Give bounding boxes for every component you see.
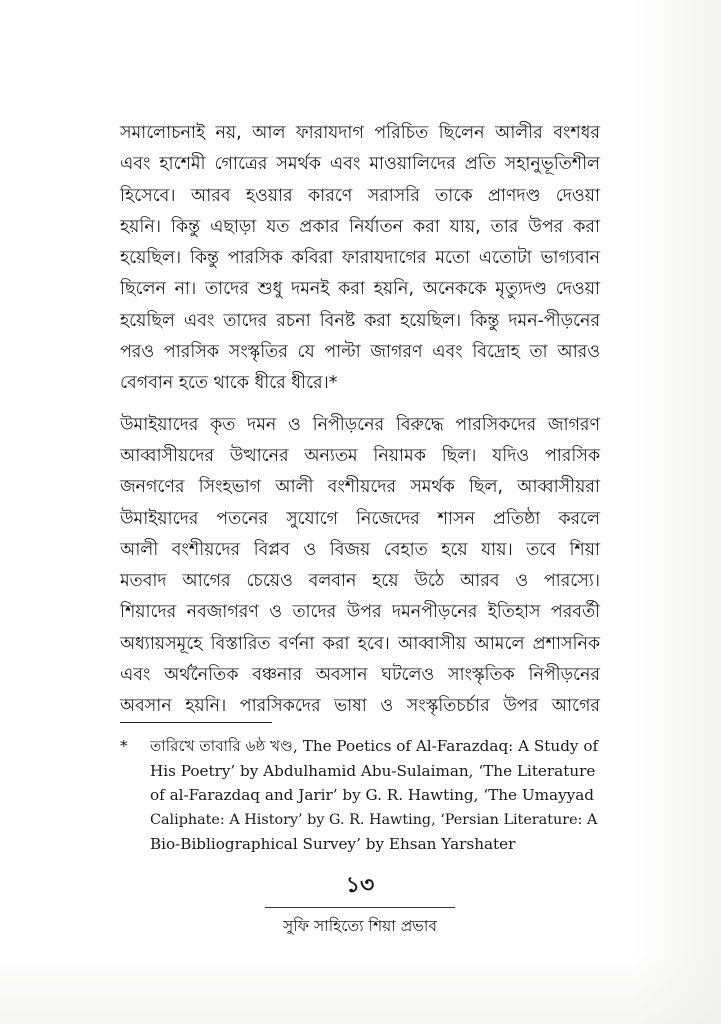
page-bottom-shadow (0, 954, 721, 1024)
text-line: এবং অর্থনৈতিক বঞ্চনার অবসান ঘটলেও সাংস্কৃতিক নিপীড়নের (120, 665, 600, 686)
text-line: বেগবান হতে থাকে ধীরে ধীরে।* (120, 373, 338, 394)
main-text-block (120, 118, 600, 723)
footnote-line: Caliphate: A History’ by G. R. Hawting, ‘Persian Literature: A (150, 811, 598, 828)
footnote-divider (120, 722, 272, 723)
text-line: পরও পারসিক সংস্কৃতির যে পাল্টা জাগরণ এবং বিদ্রোহ তা আরও (120, 342, 600, 363)
text-line: শিয়াদের নবজাগরণ ও তাদের উপর দমনপীড়নের ইতিহাস পরবর্তী (120, 602, 600, 623)
text-line: সমালোচনাই নয়, আল ফারাযদাগ পরিচিত ছিলেন আলীর বংশধর (120, 123, 600, 143)
text-line: উমাইয়াদের কৃত দমন ও নিপীড়নের বিরুদ্ধে পারসিকদের জাগরণ (120, 414, 600, 435)
footnote-line: তারিখে তাবারি ৬ষ্ঠ খণ্ড, The Poetics of Al-Farazdaq: A Study of (150, 737, 599, 755)
text-line: উমাইয়াদের পতনের সুযোগে নিজেদের শাসন প্রতিষ্ঠা করলে (120, 508, 600, 529)
text-line: জনগণের সিংহভাগ আলী বংশীয়দের সমর্থক ছিল, আব্বাসীয়রা (120, 477, 600, 498)
footnote-marker: * (120, 737, 128, 755)
footnote (120, 734, 600, 857)
text-line: আব্বাসীয়দের উত্থানের অন্যতম নিয়ামক ছিল। যদিও পারসিক (120, 445, 600, 466)
text-line: মতবাদ আগের চেয়েও বলবান হয়ে উঠে আরব ও পারস্যে। (120, 571, 600, 592)
paragraph-2 (120, 410, 600, 723)
paragraph-1 (120, 118, 600, 400)
footer-divider (265, 907, 455, 908)
footnote-line: His Poetry’ by Abdulhamid Abu-Sulaiman, ‘The Literature (150, 761, 596, 780)
text-line: অবসান হয়নি। পারসিকদের ভাষা ও সংস্কৃতিচর্চার উপর আগের (120, 696, 600, 717)
text-line: হয়েছিল। কিন্তু পারসিক কবিরা ফারাযদাগের মতো এতোটা ভাগ্যবান (120, 248, 600, 269)
text-line: ছিলেন না। তাদের শুধু দমনই করা হয়নি, অনেককে মৃত্যুদণ্ড দেওয়া (120, 279, 600, 300)
page-number: ১৩ (345, 873, 375, 898)
text-line: এবং হাশেমী গোত্রের সমর্থক এবং মাওয়ালিদের প্রতি সহানুভূতিশীল (120, 154, 600, 175)
footnote-line: Bio-Bibliographical Survey’ by Ehsan Yarshater (150, 835, 516, 854)
text-line: হয়েছিল এবং তাদের রচনা বিনষ্ট করা হয়েছিল। কিন্তু দমন-পীড়নের (120, 310, 600, 331)
text-line: আলী বংশীয়দের বিপ্লব ও বিজয় বেহাত হয়ে যায়। তবে শিয়া (120, 539, 600, 560)
text-line: হিসেবে। আরব হওয়ার কারণে সরাসরি তাকে প্রাণদণ্ড দেওয়া (120, 185, 600, 206)
page-edge-shadow (631, 0, 721, 1024)
footnote-line: of al-Farazdaq and Jarir’ by G. R. Hawting, ‘The Umayyad (150, 786, 595, 805)
running-footer-title: সুফি সাহিত্যে শিয়া প্রভাব (283, 917, 437, 935)
text-line: অধ্যায়সমূহে বিস্তারিত বর্ণনা করা হবে। আব্বাসীয় আমলে প্রশাসনিক (120, 633, 600, 654)
text-line: হয়নি। কিন্তু এছাড়া যত প্রকার নির্যাতন করা যায়, তার উপর করা (120, 216, 600, 237)
footnote-body (150, 734, 600, 857)
